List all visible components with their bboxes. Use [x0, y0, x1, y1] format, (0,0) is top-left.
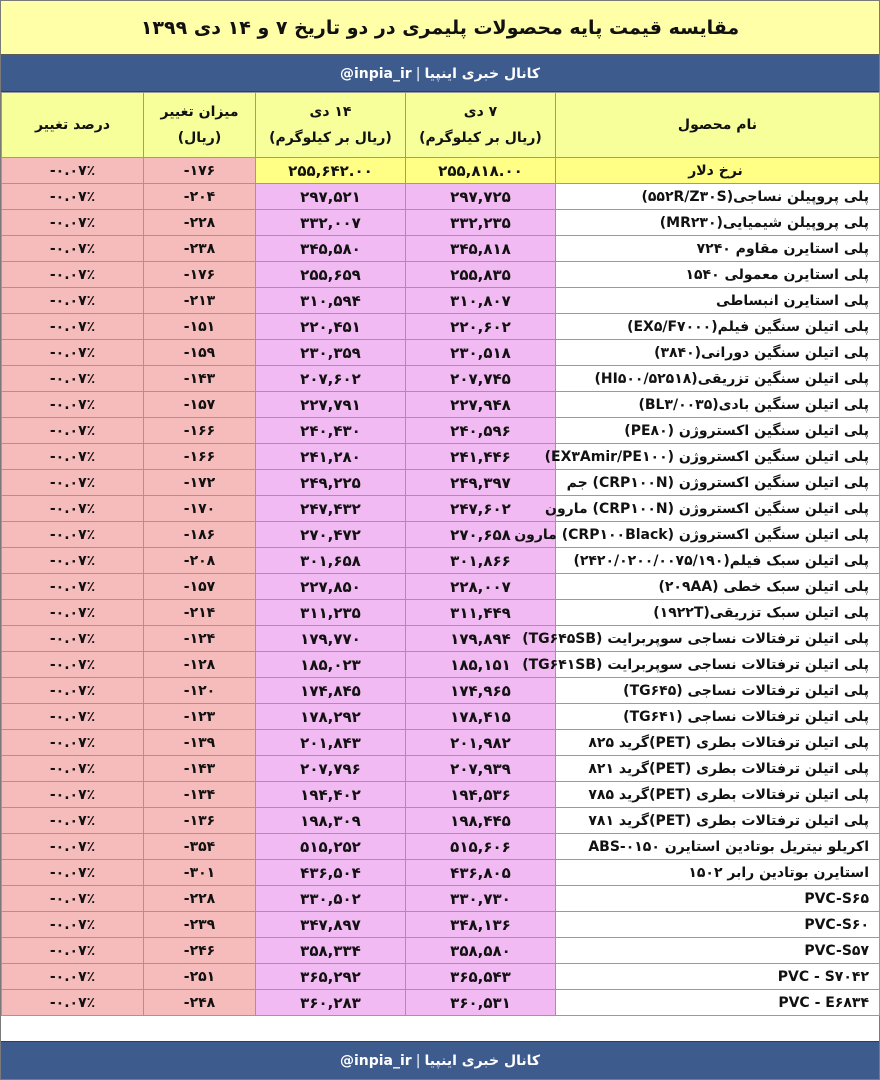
price-date1-cell: ۵۱۵,۶۰۶: [406, 834, 556, 860]
product-name-cell: اکریلو نیتریل بوتادین استایرن ABS-۰۱۵۰: [556, 834, 880, 860]
change-percent-cell-value: -۰.۰۷٪: [49, 682, 96, 699]
change-percent-cell: [2, 652, 144, 678]
table-row: [2, 782, 880, 808]
change-percent-cell-value: -۰.۰۷٪: [49, 162, 96, 179]
change-percent-cell: [2, 626, 144, 652]
change-percent-cell-value: -۰.۰۷٪: [49, 656, 96, 673]
header-date1: [406, 93, 556, 158]
price-date1-cell: ۲۰۱,۹۸۲: [406, 730, 556, 756]
price-date2-cell: ۲۰۱,۸۴۳: [256, 730, 406, 756]
price-date1-cell: ۲۳۰,۵۱۸: [406, 340, 556, 366]
price-date2-cell: ۲۵۵,۶۴۲.۰۰: [256, 158, 406, 184]
table-row: [2, 730, 880, 756]
price-date2-cell: ۳۳۰,۵۰۲: [256, 886, 406, 912]
header-diff-unit: (ریال): [177, 130, 222, 146]
change-percent-cell: [2, 834, 144, 860]
change-percent-cell: [2, 730, 144, 756]
change-percent-cell: [2, 522, 144, 548]
change-percent-cell-value: -۰.۰۷٪: [49, 552, 96, 569]
price-date1-cell: ۳۳۰,۷۳۰: [406, 886, 556, 912]
change-amount-cell: [144, 964, 256, 990]
price-date2-cell: ۳۶۵,۲۹۲: [256, 964, 406, 990]
change-percent-cell: [2, 782, 144, 808]
product-name-cell: پلی اتیلن سنگین دورانی(۳۸۴۰): [556, 340, 880, 366]
change-percent-cell: [2, 262, 144, 288]
table-row: [2, 418, 880, 444]
change-amount-cell: [144, 704, 256, 730]
change-percent-cell-value: -۰.۰۷٪: [49, 474, 96, 491]
change-percent-cell-value: -۰.۰۷٪: [49, 942, 96, 959]
change-percent-cell-value: -۰.۰۷٪: [49, 578, 96, 595]
price-date2-cell: ۳۱۱,۲۳۵: [256, 600, 406, 626]
price-date1-cell: ۲۴۱,۴۴۶: [406, 444, 556, 470]
change-amount-cell-value: -۱۲۳: [183, 708, 216, 725]
product-name-cell: پلی استایرن مقاوم ۷۲۴۰: [556, 236, 880, 262]
change-amount-cell: [144, 626, 256, 652]
product-name-cell: پلی اتیلن سنگین اکستروژن (PE۸۰): [556, 418, 880, 444]
header-date2: [256, 93, 406, 158]
table-row: [2, 496, 880, 522]
change-amount-cell-value: -۱۸۶: [183, 526, 216, 543]
change-amount-cell: [144, 314, 256, 340]
price-date1-cell: ۲۲۸,۰۰۷: [406, 574, 556, 600]
price-date1-cell: ۲۴۰,۵۹۶: [406, 418, 556, 444]
change-amount-cell: [144, 886, 256, 912]
change-amount-cell: [144, 444, 256, 470]
header-change-amount: [144, 93, 256, 158]
price-date1-cell: ۳۴۸,۱۳۶: [406, 912, 556, 938]
price-date1-cell: ۲۹۷,۷۲۵: [406, 184, 556, 210]
change-amount-cell: [144, 574, 256, 600]
product-name-cell: پلی اتیلن ترفتالات بطری (PET)گرید ۷۸۵: [556, 782, 880, 808]
header-date1-unit: (ریال بر کیلوگرم): [419, 130, 542, 146]
price-date1-cell: ۲۷۰,۶۵۸: [406, 522, 556, 548]
table-row: [2, 366, 880, 392]
header-diff-label: میزان تغییر: [160, 104, 239, 120]
change-amount-cell-value: -۱۷۰: [183, 500, 216, 517]
table-row: [2, 704, 880, 730]
change-percent-cell: [2, 392, 144, 418]
price-date1-cell: ۲۴۹,۳۹۷: [406, 470, 556, 496]
change-amount-cell-value: -۱۴۳: [183, 760, 216, 777]
price-date2-cell: ۲۴۷,۴۳۲: [256, 496, 406, 522]
change-percent-cell-value: -۰.۰۷٪: [49, 396, 96, 413]
price-date2-cell: ۴۳۶,۵۰۴: [256, 860, 406, 886]
price-date2-cell: ۳۴۵,۵۸۰: [256, 236, 406, 262]
price-date2-cell: ۳۱۰,۵۹۴: [256, 288, 406, 314]
channel-name: کانال خبری اینپیا: [424, 65, 541, 82]
change-amount-cell-value: -۱۲۰: [183, 682, 216, 699]
product-name-cell: پلی اتیلن سنگین فیلم(EX۵/F۷۰۰۰): [556, 314, 880, 340]
price-date1-cell: ۳۵۸,۵۸۰: [406, 938, 556, 964]
change-percent-cell: [2, 548, 144, 574]
change-amount-cell-value: -۱۷۲: [183, 474, 216, 491]
change-percent-cell-value: -۰.۰۷٪: [49, 604, 96, 621]
channel-name: کانال خبری اینپیا: [424, 1052, 541, 1069]
price-date2-cell: ۲۵۵,۶۵۹: [256, 262, 406, 288]
table-row: [2, 964, 880, 990]
price-date1-cell: ۲۲۷,۹۴۸: [406, 392, 556, 418]
table-row: [2, 912, 880, 938]
change-amount-cell-value: -۱۶۶: [183, 448, 216, 465]
table-row: [2, 470, 880, 496]
price-table: [1, 92, 880, 1016]
change-amount-cell-value: -۳۰۱: [183, 864, 216, 881]
table-row: [2, 288, 880, 314]
change-percent-cell: [2, 184, 144, 210]
change-amount-cell: [144, 210, 256, 236]
price-date2-cell: ۳۴۷,۸۹۷: [256, 912, 406, 938]
product-name-cell: استایرن بوتادین رابر ۱۵۰۲: [556, 860, 880, 886]
change-amount-cell: [144, 288, 256, 314]
table-row: [2, 600, 880, 626]
change-percent-cell-value: -۰.۰۷٪: [49, 500, 96, 517]
change-percent-cell: [2, 886, 144, 912]
price-date2-cell: ۱۷۹,۷۷۰: [256, 626, 406, 652]
product-name-cell: پلی اتیلن سبک خطی (۲۰۹AA): [556, 574, 880, 600]
price-date1-cell: ۱۹۸,۴۴۵: [406, 808, 556, 834]
change-percent-cell-value: -۰.۰۷٪: [49, 318, 96, 335]
price-date2-cell: ۱۷۸,۲۹۲: [256, 704, 406, 730]
product-name-cell: پلی اتیلن ترفتالات نساجی (TG۶۴۵): [556, 678, 880, 704]
product-name-cell: پلی اتیلن سنگین اکستروژن (EX۳Amir/PE۱۰۰): [556, 444, 880, 470]
change-percent-cell-value: -۰.۰۷٪: [49, 188, 96, 205]
change-amount-cell-value: -۲۰۴: [183, 188, 216, 205]
change-amount-cell: [144, 912, 256, 938]
product-name-cell: پلی اتیلن ترفتالات نساجی سوپربرایت (TG۶۴۵SB): [556, 626, 880, 652]
price-date1-cell: ۳۳۲,۲۳۵: [406, 210, 556, 236]
change-percent-cell-value: -۰.۰۷٪: [49, 266, 96, 283]
change-percent-cell: [2, 938, 144, 964]
change-amount-cell-value: -۱۵۱: [183, 318, 216, 335]
table-row: [2, 834, 880, 860]
change-amount-cell-value: -۱۵۷: [183, 578, 216, 595]
change-amount-cell-value: -۱۶۶: [183, 422, 216, 439]
change-amount-cell: [144, 678, 256, 704]
change-percent-cell: [2, 496, 144, 522]
change-amount-cell-value: -۱۵۹: [183, 344, 216, 361]
change-amount-cell: [144, 158, 256, 184]
change-amount-cell-value: -۱۵۷: [183, 396, 216, 413]
change-amount-cell-value: -۲۱۳: [183, 292, 216, 309]
price-date1-cell: ۱۷۹,۸۹۴: [406, 626, 556, 652]
change-percent-cell: [2, 288, 144, 314]
table-row: [2, 392, 880, 418]
change-percent-cell-value: -۰.۰۷٪: [49, 240, 96, 257]
change-amount-cell: [144, 808, 256, 834]
price-date2-cell: ۲۰۷,۷۹۶: [256, 756, 406, 782]
price-date1-cell: ۲۰۷,۷۴۵: [406, 366, 556, 392]
price-date2-cell: ۳۳۲,۰۰۷: [256, 210, 406, 236]
channel-handle: inpia_ir@: [339, 65, 412, 82]
channel-banner-top: کانال خبری اینپیا | inpia_ir@: [1, 56, 879, 92]
product-name-cell: پلی پروپیلن شیمیایی(MR۲۳۰): [556, 210, 880, 236]
price-date1-cell: ۲۴۷,۶۰۲: [406, 496, 556, 522]
product-name-cell: پلی پروپیلن نساجی(۵۵۲R/Z۳۰S): [556, 184, 880, 210]
product-name-cell: پلی اتیلن ترفتالات بطری (PET)گرید ۸۲۵: [556, 730, 880, 756]
price-date2-cell: ۲۳۰,۳۵۹: [256, 340, 406, 366]
table-row: [2, 548, 880, 574]
table-row: [2, 938, 880, 964]
price-date1-cell: ۱۹۴,۵۳۶: [406, 782, 556, 808]
change-percent-cell: [2, 990, 144, 1016]
price-date1-cell: ۱۷۸,۴۱۵: [406, 704, 556, 730]
change-amount-cell: [144, 522, 256, 548]
header-date1-label: ۷ دی: [463, 104, 498, 120]
channel-banner-bottom: کانال خبری اینپیا | inpia_ir@: [1, 1041, 879, 1079]
price-date2-cell: ۳۶۰,۲۸۳: [256, 990, 406, 1016]
change-amount-cell: [144, 834, 256, 860]
product-name-cell: PVC-S۶۰: [556, 912, 880, 938]
product-name-cell: پلی اتیلن ترفتالات نساجی سوپربرایت (TG۶۴۱SB): [556, 652, 880, 678]
price-date2-cell: ۲۴۱,۲۸۰: [256, 444, 406, 470]
change-percent-cell-value: -۰.۰۷٪: [49, 994, 96, 1011]
change-percent-cell: [2, 860, 144, 886]
change-percent-cell-value: -۰.۰۷٪: [49, 344, 96, 361]
table-header-row: [2, 93, 880, 158]
price-date1-cell: ۱۷۴,۹۶۵: [406, 678, 556, 704]
product-name-cell: پلی اتیلن سنگین تزریقی(HI۵۰۰/۵۲۵۱۸): [556, 366, 880, 392]
change-percent-cell-value: -۰.۰۷٪: [49, 292, 96, 309]
table-row: [2, 262, 880, 288]
price-date1-cell: ۲۲۰,۶۰۲: [406, 314, 556, 340]
price-date2-cell: ۲۷۰,۴۷۲: [256, 522, 406, 548]
change-percent-cell: [2, 418, 144, 444]
change-amount-cell-value: -۲۳۸: [183, 240, 216, 257]
price-date2-cell: ۱۹۴,۴۰۲: [256, 782, 406, 808]
price-date2-cell: ۲۲۷,۸۵۰: [256, 574, 406, 600]
change-amount-cell: [144, 418, 256, 444]
product-name-cell: پلی اتیلن ترفتالات نساجی (TG۶۴۱): [556, 704, 880, 730]
product-name-cell: پلی اتیلن سنگین اکستروژن (CRP۱۰۰N) جم: [556, 470, 880, 496]
change-amount-cell: [144, 262, 256, 288]
price-date2-cell: ۲۴۰,۴۳۰: [256, 418, 406, 444]
price-date2-cell: ۲۹۷,۵۲۱: [256, 184, 406, 210]
change-amount-cell-value: -۱۲۴: [183, 630, 216, 647]
price-date1-cell: ۳۶۰,۵۳۱: [406, 990, 556, 1016]
table-row: [2, 522, 880, 548]
change-amount-cell-value: -۱۳۶: [183, 812, 216, 829]
price-date2-cell: ۱۷۴,۸۴۵: [256, 678, 406, 704]
price-date1-cell: ۲۵۵,۸۳۵: [406, 262, 556, 288]
change-percent-cell-value: -۰.۰۷٪: [49, 526, 96, 543]
change-amount-cell-value: -۱۷۶: [183, 162, 216, 179]
price-date2-cell: ۱۹۸,۳۰۹: [256, 808, 406, 834]
change-amount-cell: [144, 600, 256, 626]
table-row: [2, 756, 880, 782]
header-date2-unit: (ریال بر کیلوگرم): [269, 130, 392, 146]
change-amount-cell-value: -۲۴۶: [183, 942, 216, 959]
change-amount-cell: [144, 496, 256, 522]
change-percent-cell: [2, 964, 144, 990]
change-percent-cell-value: -۰.۰۷٪: [49, 838, 96, 855]
change-percent-cell-value: -۰.۰۷٪: [49, 916, 96, 933]
change-percent-cell: [2, 912, 144, 938]
table-row: [2, 860, 880, 886]
change-amount-cell: [144, 392, 256, 418]
change-amount-cell-value: -۲۲۸: [183, 214, 216, 231]
table-row: [2, 314, 880, 340]
table-row: [2, 652, 880, 678]
change-amount-cell-value: -۲۵۱: [183, 968, 216, 985]
price-date2-cell: ۳۰۱,۶۵۸: [256, 548, 406, 574]
price-date1-cell: ۴۳۶,۸۰۵: [406, 860, 556, 886]
price-date1-cell: ۳۱۰,۸۰۷: [406, 288, 556, 314]
change-percent-cell-value: -۰.۰۷٪: [49, 630, 96, 647]
change-amount-cell-value: -۱۴۳: [183, 370, 216, 387]
change-percent-cell: [2, 678, 144, 704]
table-row: [2, 340, 880, 366]
change-percent-cell: [2, 210, 144, 236]
change-percent-cell: [2, 756, 144, 782]
price-date2-cell: ۱۸۵,۰۲۳: [256, 652, 406, 678]
table-row: [2, 886, 880, 912]
change-percent-cell-value: -۰.۰۷٪: [49, 708, 96, 725]
price-date2-cell: ۲۲۰,۴۵۱: [256, 314, 406, 340]
table-row: [2, 626, 880, 652]
table-row: [2, 236, 880, 262]
change-percent-cell: [2, 158, 144, 184]
change-percent-cell: [2, 314, 144, 340]
change-amount-cell: [144, 938, 256, 964]
change-amount-cell: [144, 366, 256, 392]
product-name-cell: پلی اتیلن سبک فیلم(۲۴۲۰/۰۲۰۰/۰۰۷۵/۱۹۰): [556, 548, 880, 574]
change-amount-cell-value: -۲۳۹: [183, 916, 216, 933]
page-title: مقایسه قیمت پایه محصولات پلیمری در دو تاریخ ۷ و ۱۴ دی ۱۳۹۹: [1, 1, 879, 56]
change-amount-cell: [144, 236, 256, 262]
table-row: [2, 808, 880, 834]
change-percent-cell: [2, 444, 144, 470]
product-name-cell: PVC-S۵۷: [556, 938, 880, 964]
change-percent-cell-value: -۰.۰۷٪: [49, 812, 96, 829]
table-row: [2, 444, 880, 470]
product-name-cell: پلی اتیلن سنگین اکستروژن (CRP۱۰۰Black) مارون: [556, 522, 880, 548]
change-percent-cell-value: -۰.۰۷٪: [49, 370, 96, 387]
change-amount-cell: [144, 340, 256, 366]
price-date1-cell: ۳۰۱,۸۶۶: [406, 548, 556, 574]
change-amount-cell-value: -۱۷۶: [183, 266, 216, 283]
change-percent-cell: [2, 236, 144, 262]
table-row: [2, 990, 880, 1016]
price-date2-cell: ۲۰۷,۶۰۲: [256, 366, 406, 392]
product-name-cell: PVC-S۶۵: [556, 886, 880, 912]
change-amount-cell-value: -۳۵۴: [183, 838, 216, 855]
product-name-cell: نرخ دلار: [556, 158, 880, 184]
change-percent-cell-value: -۰.۰۷٪: [49, 214, 96, 231]
product-name-cell: پلی اتیلن ترفتالات بطری (PET)گرید ۷۸۱: [556, 808, 880, 834]
product-name-cell: پلی اتیلن سنگین اکستروژن (CRP۱۰۰N) مارون: [556, 496, 880, 522]
change-percent-cell-value: -۰.۰۷٪: [49, 422, 96, 439]
change-amount-cell: [144, 730, 256, 756]
change-amount-cell: [144, 860, 256, 886]
table-row: [2, 210, 880, 236]
table-row: [2, 158, 880, 184]
product-name-cell: پلی اتیلن ترفتالات بطری (PET)گرید ۸۲۱: [556, 756, 880, 782]
table-row: [2, 184, 880, 210]
table-row: [2, 574, 880, 600]
product-name-cell: PVC - S۷۰۴۲: [556, 964, 880, 990]
header-date2-label: ۱۴ دی: [309, 104, 352, 120]
price-date1-cell: ۲۰۷,۹۳۹: [406, 756, 556, 782]
change-amount-cell: [144, 756, 256, 782]
change-amount-cell: [144, 470, 256, 496]
change-percent-cell-value: -۰.۰۷٪: [49, 864, 96, 881]
change-amount-cell: [144, 782, 256, 808]
change-percent-cell: [2, 704, 144, 730]
product-name-cell: پلی اتیلن سنگین بادی(BL۳/۰۰۳۵): [556, 392, 880, 418]
change-percent-cell: [2, 470, 144, 496]
change-amount-cell: [144, 548, 256, 574]
price-date1-cell: ۳۴۵,۸۱۸: [406, 236, 556, 262]
change-percent-cell: [2, 340, 144, 366]
change-amount-cell: [144, 652, 256, 678]
change-percent-cell-value: -۰.۰۷٪: [49, 448, 96, 465]
change-amount-cell-value: -۲۴۸: [183, 994, 216, 1011]
header-product-name: نام محصول: [556, 93, 880, 158]
change-percent-cell: [2, 574, 144, 600]
change-amount-cell-value: -۲۲۸: [183, 890, 216, 907]
change-percent-cell-value: -۰.۰۷٪: [49, 734, 96, 751]
change-amount-cell: [144, 184, 256, 210]
price-date2-cell: ۳۵۸,۳۳۴: [256, 938, 406, 964]
product-name-cell: PVC - E۶۸۳۴: [556, 990, 880, 1016]
price-date1-cell: ۲۵۵,۸۱۸.۰۰: [406, 158, 556, 184]
change-amount-cell-value: -۲۱۴: [183, 604, 216, 621]
header-change-percent: درصد تغییر: [2, 93, 144, 158]
change-percent-cell-value: -۰.۰۷٪: [49, 786, 96, 803]
product-name-cell: پلی استایرن معمولی ۱۵۴۰: [556, 262, 880, 288]
change-amount-cell-value: -۱۲۸: [183, 656, 216, 673]
change-percent-cell-value: -۰.۰۷٪: [49, 760, 96, 777]
price-date2-cell: ۲۴۹,۲۲۵: [256, 470, 406, 496]
change-amount-cell: [144, 990, 256, 1016]
change-percent-cell: [2, 366, 144, 392]
price-date2-cell: ۵۱۵,۲۵۲: [256, 834, 406, 860]
price-date1-cell: ۱۸۵,۱۵۱: [406, 652, 556, 678]
product-name-cell: پلی اتیلن سبک تزریقی(۱۹۲۲T): [556, 600, 880, 626]
table-row: [2, 678, 880, 704]
change-percent-cell-value: -۰.۰۷٪: [49, 968, 96, 985]
price-date1-cell: ۳۱۱,۴۴۹: [406, 600, 556, 626]
table-body: [2, 158, 880, 1016]
change-amount-cell-value: -۱۳۹: [183, 734, 216, 751]
change-amount-cell-value: -۲۰۸: [183, 552, 216, 569]
change-amount-cell-value: -۱۳۴: [183, 786, 216, 803]
change-percent-cell: [2, 808, 144, 834]
price-date2-cell: ۲۲۷,۷۹۱: [256, 392, 406, 418]
change-percent-cell-value: -۰.۰۷٪: [49, 890, 96, 907]
product-name-cell: پلی استایرن انبساطی: [556, 288, 880, 314]
channel-handle: inpia_ir@: [339, 1052, 412, 1069]
change-percent-cell: [2, 600, 144, 626]
price-date1-cell: ۳۶۵,۵۴۳: [406, 964, 556, 990]
